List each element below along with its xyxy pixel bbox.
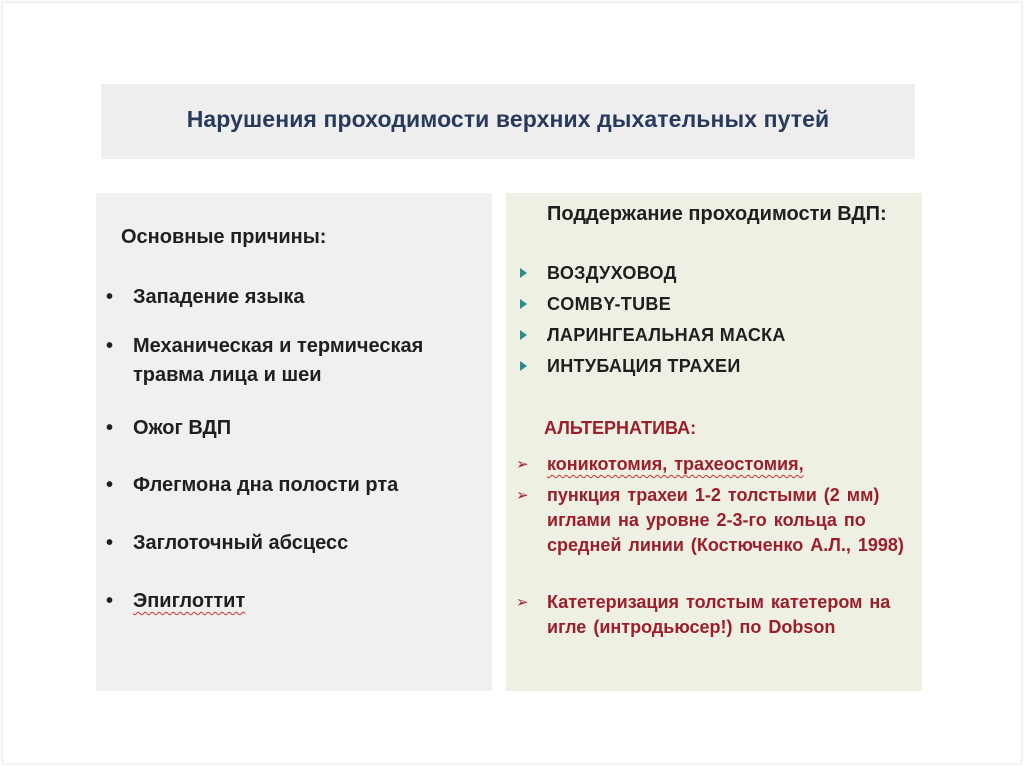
title-box — [101, 84, 915, 159]
method-text: ИНТУБАЦИЯ ТРАХЕИ — [547, 356, 741, 376]
causes-heading: Основные причины: — [121, 226, 327, 248]
method-item — [506, 356, 922, 384]
chevron-bullet-icon: ➢ — [516, 456, 529, 473]
airway-heading: Поддержание проходимости ВДП: — [547, 203, 887, 225]
method-text: ЛАРИНГЕАЛЬНАЯ МАСКА — [547, 325, 786, 345]
bullet-icon: • — [106, 532, 114, 554]
cause-text: Заглоточный абсцесс — [133, 532, 349, 554]
arrow-bullet-icon — [520, 299, 527, 309]
bullet-icon: • — [106, 335, 114, 357]
arrow-bullet-icon — [520, 361, 527, 371]
bullet-icon: • — [106, 417, 114, 439]
method-text: ВОЗДУХОВОД — [547, 263, 677, 283]
arrow-bullet-icon — [520, 268, 527, 278]
method-item — [506, 325, 922, 353]
alternative-text: коникотомия, трахеостомия, — [547, 454, 804, 474]
cause-text: Механическая и термическая травма лица и шеи — [133, 335, 424, 386]
causes-panel — [96, 193, 492, 691]
bullet-icon: • — [106, 590, 114, 612]
chevron-bullet-icon: ➢ — [516, 594, 529, 611]
alternative-text: Катетеризация толстым катетером на игле (интродьюсер!) по Dobson — [547, 592, 891, 637]
method-item — [506, 294, 922, 322]
chevron-bullet-icon: ➢ — [516, 487, 529, 504]
bullet-icon: • — [106, 286, 114, 308]
alternative-heading: АЛЬТЕРНАТИВА: — [544, 418, 697, 438]
slide-title: Нарушения проходимости верхних дыхательных путей — [186, 106, 830, 132]
cause-text: Флегмона дна полости рта — [133, 474, 399, 496]
method-item — [506, 263, 922, 291]
method-text: COMBY-TUBE — [547, 294, 671, 314]
cause-text: Эпиглоттит — [133, 590, 246, 612]
arrow-bullet-icon — [520, 330, 527, 340]
cause-text: Ожог ВДП — [133, 417, 232, 439]
alternative-text: пункция трахеи 1-2 толстыми (2 мм) иглами на уровне 2-3-го кольца по средней линии (Костюченко А.Л., 1998) — [547, 485, 904, 555]
cause-text: Западение языка — [133, 286, 305, 308]
airway-panel — [506, 193, 922, 691]
bullet-icon: • — [106, 474, 114, 496]
